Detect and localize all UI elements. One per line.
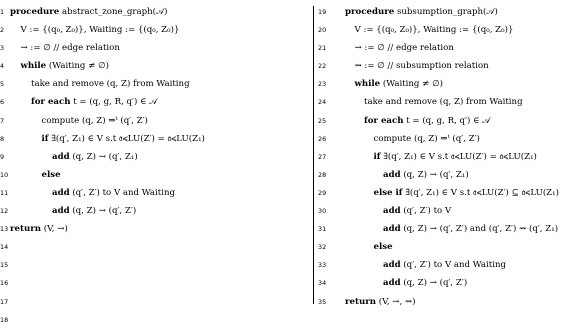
line-code (374, 148, 537, 166)
code-line (0, 75, 305, 93)
keyword: if (41, 133, 49, 144)
line-text: (q, Z) → (q′, Z′) and (q′, Z′) ⇝ (q′, Z₁) (400, 224, 559, 235)
line-code (355, 57, 489, 75)
line-number: 20 (318, 26, 327, 35)
keyword: add (383, 260, 401, 271)
keyword: else (373, 242, 393, 253)
line-number: 28 (318, 170, 327, 179)
line-text: (q′, Z′) to V and Waiting (69, 187, 175, 198)
code-line (318, 274, 587, 292)
line-code (52, 202, 136, 220)
line-text: ⇝ := ∅ // subsumption relation (354, 61, 489, 72)
line-code (42, 112, 148, 130)
line-code (364, 112, 490, 130)
keyword: procedure (345, 7, 395, 17)
line-code (383, 220, 558, 238)
keyword: else (41, 169, 61, 180)
line-code (31, 75, 190, 93)
line-number: 6 (0, 98, 5, 107)
line-text: compute (q, Z) ⇒ᵗ (q′, Z′) (41, 115, 148, 126)
line-number: 34 (318, 279, 327, 288)
code-line (0, 39, 305, 57)
line-code (52, 148, 138, 166)
line-code (364, 93, 523, 111)
line-code (21, 39, 120, 57)
line-text: (q′, Z′) to V (400, 206, 452, 217)
keyword: if (373, 151, 381, 162)
line-text: ∃(q′, Z₁) ∈ V s.t 𝔞≼LU(Z′) = 𝔞≼LU(Z₁) (48, 133, 205, 144)
line-code (383, 202, 451, 220)
line-code (355, 21, 514, 39)
keyword: add (383, 224, 401, 235)
line-text: (q, Z) → (q′, Z₁) (400, 169, 469, 180)
line-number: 31 (318, 225, 327, 234)
line-text: → := ∅ // edge relation (20, 43, 120, 54)
line-number: 32 (318, 243, 327, 252)
code-line (0, 93, 305, 111)
code-line (318, 184, 587, 202)
keyword: add (52, 187, 70, 198)
code-line (0, 311, 305, 329)
line-number: 10 (0, 170, 9, 179)
line-code (355, 75, 443, 93)
code-line (318, 202, 587, 220)
keyword: for each (364, 115, 404, 126)
line-code (42, 166, 61, 184)
code-line (0, 256, 305, 274)
line-text: (V, →, ⇝) (376, 296, 416, 307)
code-line (0, 202, 305, 220)
line-text: subsumption_graph(𝒜) (394, 7, 498, 17)
line-number: 16 (0, 279, 9, 288)
code-line (318, 75, 587, 93)
line-number: 13 (0, 225, 9, 234)
code-line (0, 3, 305, 21)
line-number: 1 (0, 8, 5, 16)
line-code (10, 3, 167, 21)
code-line (318, 57, 587, 75)
keyword: add (383, 278, 401, 289)
line-number: 8 (0, 134, 5, 143)
line-code (10, 220, 68, 238)
code-line (0, 274, 305, 292)
line-code (383, 256, 506, 274)
line-text: (q′, Z′) to V and Waiting (400, 260, 506, 271)
line-number: 12 (0, 207, 9, 216)
line-number: 14 (0, 243, 9, 252)
line-number: 26 (318, 134, 327, 143)
line-number: 24 (318, 98, 327, 107)
code-line (0, 220, 305, 238)
line-number: 3 (0, 44, 5, 53)
keyword: for each (31, 97, 71, 108)
line-number: 21 (318, 44, 327, 53)
code-line (318, 293, 587, 311)
code-line (318, 238, 587, 256)
line-code (21, 57, 109, 75)
keyword: return (345, 296, 376, 307)
line-code (374, 184, 559, 202)
line-text: take and remove (q, Z) from Waiting (31, 79, 190, 90)
left-algorithm (0, 3, 305, 329)
keyword: add (52, 206, 70, 217)
line-number: 19 (318, 8, 327, 16)
line-text: (V, →) (41, 224, 68, 235)
line-number: 2 (0, 26, 5, 35)
line-code (52, 184, 175, 202)
line-number: 7 (0, 116, 5, 125)
code-line (318, 3, 587, 21)
line-number: 18 (0, 315, 9, 324)
line-number: 29 (318, 188, 327, 197)
line-code (42, 130, 205, 148)
line-text: t = (q, g, R, q′) ∈ 𝒜 (403, 115, 491, 126)
line-code (345, 3, 498, 21)
line-number: 11 (0, 188, 9, 197)
code-line (318, 93, 587, 111)
line-number: 30 (318, 207, 327, 216)
line-text: V := {(q₀, Z₀)}, Waiting := {(q₀, Z₀)} (354, 25, 514, 36)
line-code (383, 166, 469, 184)
line-number: 23 (318, 80, 327, 89)
line-text: ∃(q′, Z₁) ∈ V s.t 𝔞≼LU(Z′) ⊆ 𝔞≼LU(Z₁) (402, 187, 559, 198)
line-text: (q, Z) → (q′, Z′) (69, 206, 137, 217)
code-line (0, 148, 305, 166)
line-text: ∃(q′, Z₁) ∈ V s.t 𝔞≼LU(Z′) = 𝔞≼LU(Z₁) (380, 151, 537, 162)
line-number: 4 (0, 62, 5, 71)
line-number: 35 (318, 297, 327, 306)
line-number: 27 (318, 152, 327, 161)
code-line (318, 220, 587, 238)
line-number: 9 (0, 152, 5, 161)
line-number: 25 (318, 116, 327, 125)
line-text: → := ∅ // edge relation (354, 43, 454, 54)
keyword: while (20, 61, 47, 72)
keyword: procedure (10, 7, 60, 17)
code-line (0, 238, 305, 256)
line-text: t = (q, g, R, q′) ∈ 𝒜 (70, 97, 158, 108)
line-code (355, 39, 454, 57)
keyword: while (354, 79, 381, 90)
line-number: 15 (0, 261, 9, 270)
line-number: 22 (318, 62, 327, 71)
code-line (0, 130, 305, 148)
line-text: (q, Z) → (q′, Z₁) (69, 151, 138, 162)
line-code (374, 130, 480, 148)
code-line (318, 148, 587, 166)
line-code (383, 274, 467, 292)
code-line (318, 39, 587, 57)
code-line (0, 166, 305, 184)
line-text: (Waiting ≠ ∅) (380, 79, 443, 90)
line-text: compute (q, Z) ⇒ᵗ (q′, Z′) (373, 133, 480, 144)
right-algorithm (318, 3, 587, 311)
keyword: add (52, 151, 70, 162)
line-text: (Waiting ≠ ∅) (46, 61, 109, 72)
code-line (318, 256, 587, 274)
code-line (318, 166, 587, 184)
line-code (374, 238, 393, 256)
keyword: add (383, 206, 401, 217)
line-text: V := {(q₀, Z₀)}, Waiting := {(q₀, Z₀)} (20, 25, 180, 36)
code-line (0, 184, 305, 202)
keyword: return (10, 224, 41, 235)
column-divider (313, 6, 314, 304)
code-line (0, 57, 305, 75)
line-text: take and remove (q, Z) from Waiting (364, 97, 523, 108)
line-number: 17 (0, 297, 9, 306)
code-line (0, 21, 305, 39)
line-code (31, 93, 157, 111)
line-code (345, 293, 415, 311)
line-text: abstract_zone_graph(𝒜) (59, 7, 168, 17)
code-line (318, 130, 587, 148)
line-number: 33 (318, 261, 327, 270)
code-line (318, 21, 587, 39)
code-line (0, 293, 305, 311)
keyword: add (383, 169, 401, 180)
keyword: else if (373, 187, 403, 198)
code-line (0, 112, 305, 130)
line-code (21, 21, 180, 39)
line-text: (q, Z) → (q′, Z′) (400, 278, 468, 289)
line-number: 5 (0, 80, 5, 89)
code-line (318, 112, 587, 130)
